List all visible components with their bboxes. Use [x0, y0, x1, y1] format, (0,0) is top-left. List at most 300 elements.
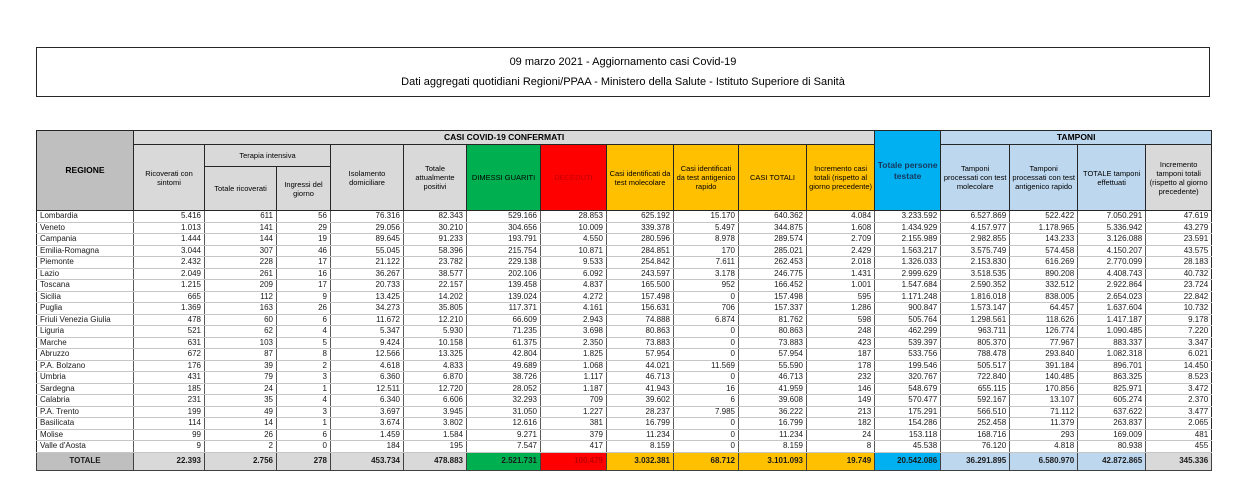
value-cell: 4.550: [541, 234, 607, 246]
value-cell: 4.157.977: [941, 222, 1010, 234]
value-cell: 1.417.187: [1078, 314, 1146, 326]
value-cell: 3.674: [331, 418, 404, 430]
table-row: [37, 429, 1212, 441]
value-cell: 34.273: [331, 303, 404, 315]
value-cell: 14.450: [1146, 360, 1212, 372]
value-cell: 4: [277, 395, 331, 407]
value-cell: 202.106: [467, 268, 541, 280]
value-cell: 595: [807, 291, 875, 303]
value-cell: 1.431: [807, 268, 875, 280]
total-value-cell: 42.872.865: [1078, 452, 1146, 470]
value-cell: 2: [205, 441, 277, 453]
value-cell: 1.326.033: [875, 257, 941, 269]
region-cell: Molise: [37, 429, 134, 441]
value-cell: 3.178: [674, 268, 739, 280]
value-cell: 637.622: [1078, 406, 1146, 418]
value-cell: 229.138: [467, 257, 541, 269]
value-cell: 24: [205, 383, 277, 395]
value-cell: 462.299: [875, 326, 941, 338]
value-cell: 19: [277, 234, 331, 246]
value-cell: 165.500: [607, 280, 674, 292]
value-cell: 539.397: [875, 337, 941, 349]
table-row: [37, 441, 1212, 453]
region-cell: Umbria: [37, 372, 134, 384]
value-cell: 11.234: [739, 429, 807, 441]
value-cell: 193.791: [467, 234, 541, 246]
value-cell: 254.842: [607, 257, 674, 269]
value-cell: 13.325: [404, 349, 467, 361]
value-cell: 169.009: [1078, 429, 1146, 441]
value-cell: 2.922.864: [1078, 280, 1146, 292]
value-cell: 9: [134, 441, 205, 453]
value-cell: 6.360: [331, 372, 404, 384]
value-cell: 640.362: [739, 211, 807, 223]
value-cell: 344.875: [739, 222, 807, 234]
value-cell: 39: [205, 360, 277, 372]
value-cell: 505.764: [875, 314, 941, 326]
value-cell: 4.837: [541, 280, 607, 292]
value-cell: 890.208: [1010, 268, 1078, 280]
value-cell: 631: [134, 337, 205, 349]
value-cell: 4.150.207: [1078, 245, 1146, 257]
value-cell: 0: [674, 372, 739, 384]
value-cell: 3.802: [404, 418, 467, 430]
value-cell: 1.459: [331, 429, 404, 441]
value-cell: 1.298.561: [941, 314, 1010, 326]
value-cell: 199.546: [875, 360, 941, 372]
value-cell: 8.159: [607, 441, 674, 453]
value-cell: 381: [541, 418, 607, 430]
value-cell: 611: [205, 211, 277, 223]
value-cell: 187: [807, 349, 875, 361]
region-cell: Marche: [37, 337, 134, 349]
value-cell: 176: [134, 360, 205, 372]
value-cell: 163: [205, 303, 277, 315]
value-cell: 118.626: [1010, 314, 1078, 326]
value-cell: 71.235: [467, 326, 541, 338]
value-cell: 12.566: [331, 349, 404, 361]
value-cell: 566.510: [941, 406, 1010, 418]
table-row: [37, 395, 1212, 407]
value-cell: 28.853: [541, 211, 607, 223]
value-cell: 7.050.291: [1078, 211, 1146, 223]
value-cell: 156.631: [607, 303, 674, 315]
total-value-cell: 478.883: [404, 452, 467, 470]
column-header-casi-molecolare: Casi identificati da test molecolare: [607, 145, 674, 211]
value-cell: 1.444: [134, 234, 205, 246]
value-cell: 379: [541, 429, 607, 441]
report-title-box: [36, 47, 1210, 97]
column-header-ricoverati: Ricoverati con sintomi: [134, 145, 205, 211]
value-cell: 838.005: [1010, 291, 1078, 303]
value-cell: 4.818: [1010, 441, 1078, 453]
value-cell: 0: [674, 418, 739, 430]
total-value-cell: 2.521.731: [467, 452, 541, 470]
value-cell: 863.325: [1078, 372, 1146, 384]
value-cell: 71.112: [1010, 406, 1078, 418]
value-cell: 231: [134, 395, 205, 407]
value-cell: 1.215: [134, 280, 205, 292]
value-cell: 1.178.965: [1010, 222, 1078, 234]
value-cell: 14.202: [404, 291, 467, 303]
value-cell: 2.709: [807, 234, 875, 246]
value-cell: 182: [807, 418, 875, 430]
value-cell: 293: [1010, 429, 1078, 441]
value-cell: 285.021: [739, 245, 807, 257]
value-cell: 80.938: [1078, 441, 1146, 453]
value-cell: 126.774: [1010, 326, 1078, 338]
value-cell: 26: [205, 429, 277, 441]
value-cell: 1.434.929: [875, 222, 941, 234]
value-cell: 4.408.743: [1078, 268, 1146, 280]
region-cell: Abruzzo: [37, 349, 134, 361]
table-row: [37, 337, 1212, 349]
column-header-tamponi-molecolare: Tamponi processati con test molecolare: [941, 145, 1010, 211]
value-cell: 56: [277, 211, 331, 223]
value-cell: 2.153.830: [941, 257, 1010, 269]
value-cell: 2.065: [1146, 418, 1212, 430]
value-cell: 289.574: [739, 234, 807, 246]
total-value-cell: 278: [277, 452, 331, 470]
value-cell: 2.018: [807, 257, 875, 269]
column-header-incremento-casi: Incremento casi totali (rispetto al giorno precedente): [807, 145, 875, 211]
value-cell: 66.609: [467, 314, 541, 326]
value-cell: 900.847: [875, 303, 941, 315]
table-row: [37, 349, 1212, 361]
table-row: [37, 211, 1212, 223]
value-cell: 157.337: [739, 303, 807, 315]
value-cell: 8: [277, 349, 331, 361]
value-cell: 252.458: [941, 418, 1010, 430]
value-cell: 788.478: [941, 349, 1010, 361]
value-cell: 89.645: [331, 234, 404, 246]
region-cell: Basilicata: [37, 418, 134, 430]
value-cell: 246.775: [739, 268, 807, 280]
value-cell: 21.122: [331, 257, 404, 269]
value-cell: 8.978: [674, 234, 739, 246]
total-value-cell: 3.032.381: [607, 452, 674, 470]
value-cell: 144: [205, 234, 277, 246]
column-header-casi-antigenico: Casi identificati da test antigenico rapido: [674, 145, 739, 211]
value-cell: 41.959: [739, 383, 807, 395]
value-cell: 963.711: [941, 326, 1010, 338]
value-cell: 10.871: [541, 245, 607, 257]
value-cell: 3.477: [1146, 406, 1212, 418]
table-row: [37, 360, 1212, 372]
value-cell: 16: [277, 268, 331, 280]
group-header-tamponi: TAMPONI: [941, 131, 1212, 145]
value-cell: 263.837: [1078, 418, 1146, 430]
value-cell: 896.701: [1078, 360, 1146, 372]
value-cell: 10.158: [404, 337, 467, 349]
region-cell: Valle d'Aosta: [37, 441, 134, 453]
value-cell: 6.527.869: [941, 211, 1010, 223]
value-cell: 1: [277, 418, 331, 430]
region-cell: Liguria: [37, 326, 134, 338]
value-cell: 280.596: [607, 234, 674, 246]
total-value-cell: 100.479: [541, 452, 607, 470]
value-cell: 431: [134, 372, 205, 384]
value-cell: 5.347: [331, 326, 404, 338]
value-cell: 0: [277, 441, 331, 453]
table-row: [37, 291, 1212, 303]
value-cell: 521: [134, 326, 205, 338]
value-cell: 103: [205, 337, 277, 349]
value-cell: 13.425: [331, 291, 404, 303]
value-cell: 598: [807, 314, 875, 326]
value-cell: 825.971: [1078, 383, 1146, 395]
value-cell: 4.833: [404, 360, 467, 372]
value-cell: 42.804: [467, 349, 541, 361]
value-cell: 261: [205, 268, 277, 280]
value-cell: 185: [134, 383, 205, 395]
value-cell: 6.874: [674, 314, 739, 326]
value-cell: 883.337: [1078, 337, 1146, 349]
value-cell: 73.883: [739, 337, 807, 349]
value-cell: 3.518.535: [941, 268, 1010, 280]
value-cell: 6.606: [404, 395, 467, 407]
total-value-cell: 22.393: [134, 452, 205, 470]
table-row: [37, 372, 1212, 384]
value-cell: 43.279: [1146, 222, 1212, 234]
value-cell: 23.782: [404, 257, 467, 269]
value-cell: 505.517: [941, 360, 1010, 372]
value-cell: 2.999.629: [875, 268, 941, 280]
value-cell: 3.575.749: [941, 245, 1010, 257]
value-cell: 13.107: [1010, 395, 1078, 407]
value-cell: 17: [277, 280, 331, 292]
value-cell: 12.616: [467, 418, 541, 430]
value-cell: 79: [205, 372, 277, 384]
value-cell: 62: [205, 326, 277, 338]
value-cell: 709: [541, 395, 607, 407]
value-cell: 304.656: [467, 222, 541, 234]
value-cell: 5.930: [404, 326, 467, 338]
value-cell: 1.825: [541, 349, 607, 361]
value-cell: 2.429: [807, 245, 875, 257]
value-cell: 3.044: [134, 245, 205, 257]
value-cell: 5.497: [674, 222, 739, 234]
value-cell: 6: [277, 429, 331, 441]
value-cell: 2.155.989: [875, 234, 941, 246]
value-cell: 805.370: [941, 337, 1010, 349]
value-cell: 2.943: [541, 314, 607, 326]
value-cell: 2.370: [1146, 395, 1212, 407]
total-label-cell: TOTALE: [37, 452, 134, 470]
table-row: [37, 314, 1212, 326]
value-cell: 3.233.592: [875, 211, 941, 223]
value-cell: 6: [277, 314, 331, 326]
value-cell: 1.082.318: [1078, 349, 1146, 361]
value-cell: 16.799: [739, 418, 807, 430]
total-value-cell: 3.101.093: [739, 452, 807, 470]
table-row: [37, 383, 1212, 395]
value-cell: 592.167: [941, 395, 1010, 407]
value-cell: 149: [807, 395, 875, 407]
value-cell: 112: [205, 291, 277, 303]
value-cell: 26: [277, 303, 331, 315]
region-cell: Veneto: [37, 222, 134, 234]
value-cell: 1.547.684: [875, 280, 941, 292]
value-cell: 87: [205, 349, 277, 361]
table-row: [37, 245, 1212, 257]
value-cell: 16: [674, 383, 739, 395]
region-cell: Friuli Venezia Giulia: [37, 314, 134, 326]
value-cell: 0: [674, 326, 739, 338]
value-cell: 3.472: [1146, 383, 1212, 395]
value-cell: 146: [807, 383, 875, 395]
column-header-casi-totali: CASI TOTALI: [739, 145, 807, 211]
total-value-cell: 2.756: [205, 452, 277, 470]
column-header-regione: REGIONE: [37, 131, 134, 211]
value-cell: 46.713: [739, 372, 807, 384]
region-cell: P.A. Bolzano: [37, 360, 134, 372]
value-cell: 28.052: [467, 383, 541, 395]
value-cell: 2.654.023: [1078, 291, 1146, 303]
value-cell: 9.533: [541, 257, 607, 269]
value-cell: 41.943: [607, 383, 674, 395]
region-cell: Puglia: [37, 303, 134, 315]
value-cell: 478: [134, 314, 205, 326]
column-header-tamponi-totale: TOTALE tamponi effettuati: [1078, 145, 1146, 211]
value-cell: 153.118: [875, 429, 941, 441]
value-cell: 9.424: [331, 337, 404, 349]
column-header-tamponi-antigenico: Tamponi processati con test antigenico rapido: [1010, 145, 1078, 211]
value-cell: 0: [674, 429, 739, 441]
value-cell: 57.954: [739, 349, 807, 361]
value-cell: 0: [674, 337, 739, 349]
group-header-casi-confermati: CASI COVID-19 CONFERMATI: [134, 131, 875, 145]
value-cell: 17: [277, 257, 331, 269]
value-cell: 339.378: [607, 222, 674, 234]
region-cell: Sicilia: [37, 291, 134, 303]
value-cell: 15.170: [674, 211, 739, 223]
value-cell: 2.432: [134, 257, 205, 269]
value-cell: 170.856: [1010, 383, 1078, 395]
value-cell: 139.458: [467, 280, 541, 292]
region-cell: Toscana: [37, 280, 134, 292]
column-header-persone-testate: Totale persone testate: [875, 131, 941, 211]
value-cell: 11.234: [607, 429, 674, 441]
value-cell: 154.286: [875, 418, 941, 430]
value-cell: 178: [807, 360, 875, 372]
column-header-incremento-tamponi: Incremento tamponi totali (rispetto al giorno precedente): [1146, 145, 1212, 211]
value-cell: 1.171.248: [875, 291, 941, 303]
value-cell: 3.697: [331, 406, 404, 418]
value-cell: 3: [277, 372, 331, 384]
value-cell: 80.863: [739, 326, 807, 338]
value-cell: 625.192: [607, 211, 674, 223]
value-cell: 195: [404, 441, 467, 453]
value-cell: 46: [277, 245, 331, 257]
value-cell: 49: [205, 406, 277, 418]
value-cell: 655.115: [941, 383, 1010, 395]
value-cell: 55.045: [331, 245, 404, 257]
value-cell: 141: [205, 222, 277, 234]
value-cell: 1.068: [541, 360, 607, 372]
region-cell: Piemonte: [37, 257, 134, 269]
value-cell: 332.512: [1010, 280, 1078, 292]
region-cell: Emilia-Romagna: [37, 245, 134, 257]
column-header-deceduti: DECEDUTI: [541, 145, 607, 211]
value-cell: 12.511: [331, 383, 404, 395]
value-cell: 8.159: [739, 441, 807, 453]
value-cell: 168.716: [941, 429, 1010, 441]
table-row: [37, 406, 1212, 418]
value-cell: 28.183: [1146, 257, 1212, 269]
value-cell: 232: [807, 372, 875, 384]
value-cell: 2.770.099: [1078, 257, 1146, 269]
value-cell: 29.056: [331, 222, 404, 234]
value-cell: 4: [277, 326, 331, 338]
value-cell: 3.945: [404, 406, 467, 418]
value-cell: 7.611: [674, 257, 739, 269]
value-cell: 215.754: [467, 245, 541, 257]
value-cell: 722.840: [941, 372, 1010, 384]
value-cell: 31.050: [467, 406, 541, 418]
value-cell: 30.210: [404, 222, 467, 234]
value-cell: 8: [807, 441, 875, 453]
value-cell: 91.233: [404, 234, 467, 246]
value-cell: 166.452: [739, 280, 807, 292]
value-cell: 0: [674, 441, 739, 453]
value-cell: 14: [205, 418, 277, 430]
table-row: [37, 303, 1212, 315]
value-cell: 417: [541, 441, 607, 453]
value-cell: 44.021: [607, 360, 674, 372]
value-cell: 76.120: [941, 441, 1010, 453]
value-cell: 170: [674, 245, 739, 257]
value-cell: 1.816.018: [941, 291, 1010, 303]
value-cell: 16.799: [607, 418, 674, 430]
value-cell: 672: [134, 349, 205, 361]
value-cell: 12.720: [404, 383, 467, 395]
value-cell: 38.726: [467, 372, 541, 384]
value-cell: 248: [807, 326, 875, 338]
value-cell: 36.267: [331, 268, 404, 280]
value-cell: 47.619: [1146, 211, 1212, 223]
value-cell: 5.336.942: [1078, 222, 1146, 234]
value-cell: 80.863: [607, 326, 674, 338]
value-cell: 1.013: [134, 222, 205, 234]
value-cell: 243.597: [607, 268, 674, 280]
value-cell: 4.161: [541, 303, 607, 315]
value-cell: 55.590: [739, 360, 807, 372]
value-cell: 1.573.147: [941, 303, 1010, 315]
value-cell: 455: [1146, 441, 1212, 453]
value-cell: 6.870: [404, 372, 467, 384]
value-cell: 35: [205, 395, 277, 407]
value-cell: 522.422: [1010, 211, 1078, 223]
total-value-cell: 68.712: [674, 452, 739, 470]
value-cell: 4.618: [331, 360, 404, 372]
value-cell: 40.732: [1146, 268, 1212, 280]
value-cell: 6: [674, 395, 739, 407]
value-cell: 3.126.088: [1078, 234, 1146, 246]
value-cell: 209: [205, 280, 277, 292]
value-cell: 32.293: [467, 395, 541, 407]
value-cell: 2.590.352: [941, 280, 1010, 292]
value-cell: 616.269: [1010, 257, 1078, 269]
value-cell: 3.347: [1146, 337, 1212, 349]
table-row: [37, 222, 1212, 234]
region-cell: Lazio: [37, 268, 134, 280]
value-cell: 1.090.485: [1078, 326, 1146, 338]
value-cell: 22.157: [404, 280, 467, 292]
value-cell: 43.575: [1146, 245, 1212, 257]
value-cell: 20.733: [331, 280, 404, 292]
value-cell: 262.453: [739, 257, 807, 269]
